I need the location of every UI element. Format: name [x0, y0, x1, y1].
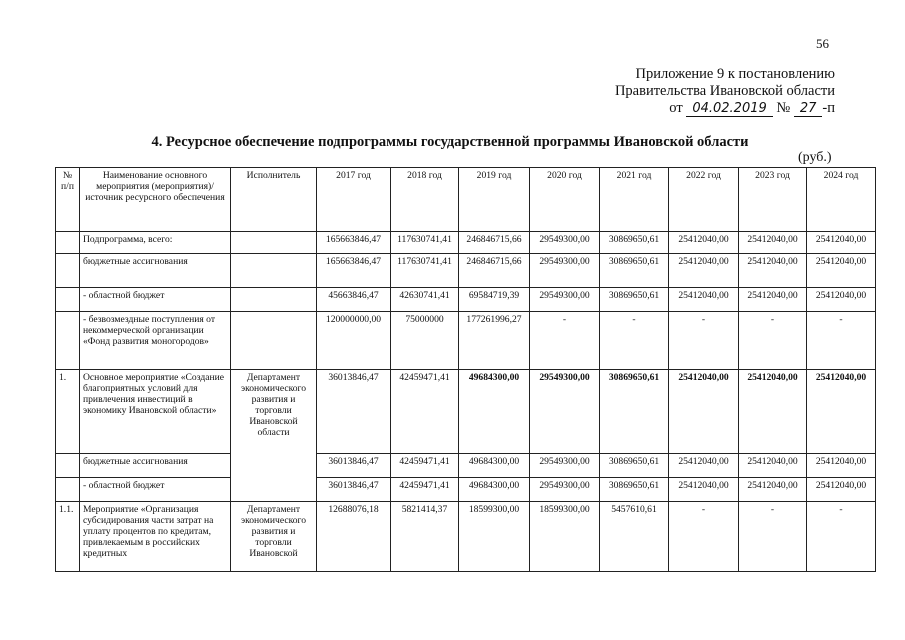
value-2020: 29549300,00	[530, 288, 600, 312]
header-2020: 2020 год	[530, 168, 600, 232]
row-executor	[231, 288, 317, 312]
row-executor: Департамент экономического развития и торговли Ивановской	[231, 502, 317, 572]
value-2022: 25412040,00	[669, 454, 739, 478]
value-2017: 165663846,47	[317, 254, 391, 288]
table-row	[56, 312, 876, 370]
value-2017: 45663846,47	[317, 288, 391, 312]
value-2023: -	[739, 502, 807, 572]
value-2023: 25412040,00	[739, 232, 807, 254]
row-executor: Департамент экономического развития и торговли Ивановской области	[231, 370, 317, 502]
value-2021: 5457610,61	[600, 502, 669, 572]
value-2021: 30869650,61	[600, 370, 669, 454]
row-num	[56, 232, 80, 254]
value-2022: 25412040,00	[669, 370, 739, 454]
header-2019: 2019 год	[459, 168, 530, 232]
value-2020: 18599300,00	[530, 502, 600, 572]
value-2019: 49684300,00	[459, 454, 530, 478]
row-executor	[231, 232, 317, 254]
value-2021: 30869650,61	[600, 478, 669, 502]
header-name: Наименование основного мероприятия (мероприятия)/источник ресурсного обеспечения	[80, 168, 231, 232]
row-name: Подпрограмма, всего:	[80, 232, 231, 254]
row-num: 1.1.	[56, 502, 80, 572]
appendix-line-3	[669, 100, 835, 117]
value-2018: 117630741,41	[391, 254, 459, 288]
value-2020: 29549300,00	[530, 370, 600, 454]
value-2018: 117630741,41	[391, 232, 459, 254]
appendix-suffix: -п	[822, 100, 835, 116]
value-2020: 29549300,00	[530, 478, 600, 502]
header-2018: 2018 год	[391, 168, 459, 232]
table-row	[56, 478, 876, 502]
value-2018: 42630741,41	[391, 288, 459, 312]
value-2020: 29549300,00	[530, 232, 600, 254]
header-2023: 2023 год	[739, 168, 807, 232]
appendix-block	[475, 66, 835, 117]
header-executor: Исполнитель	[231, 168, 317, 232]
resource-table-wrapper	[55, 167, 876, 572]
value-2024: 25412040,00	[807, 288, 876, 312]
value-2022: 25412040,00	[669, 478, 739, 502]
table-header-row	[56, 168, 876, 232]
value-2019: 246846715,66	[459, 232, 530, 254]
value-2023: 25412040,00	[739, 478, 807, 502]
value-2024: 25412040,00	[807, 478, 876, 502]
value-2018: 42459471,41	[391, 454, 459, 478]
value-2020: 29549300,00	[530, 254, 600, 288]
value-2021: 30869650,61	[600, 232, 669, 254]
row-name: - безвозмездные поступления от некоммерческой организации «Фонд развития моногородов»	[80, 312, 231, 370]
value-2017: 36013846,47	[317, 478, 391, 502]
row-name: - областной бюджет	[80, 288, 231, 312]
value-2022: 25412040,00	[669, 232, 739, 254]
table-row	[56, 370, 876, 454]
value-2021: 30869650,61	[600, 288, 669, 312]
row-name: Мероприятие «Организация субсидирования части затрат на уплату процентов по кредитам, привлекаемым в российских кредитных	[80, 502, 231, 572]
value-2021: 30869650,61	[600, 454, 669, 478]
value-2023: 25412040,00	[739, 254, 807, 288]
row-name: - областной бюджет	[80, 478, 231, 502]
appendix-number-label: №	[776, 100, 791, 116]
resource-table	[55, 167, 876, 572]
value-2018: 5821414,37	[391, 502, 459, 572]
row-num: 1.	[56, 370, 80, 454]
value-2017: 12688076,18	[317, 502, 391, 572]
appendix-line-2: Правительства Ивановской области	[614, 83, 835, 99]
row-executor	[231, 254, 317, 288]
table-row	[56, 502, 876, 572]
value-2024: -	[807, 312, 876, 370]
value-2022: 25412040,00	[669, 254, 739, 288]
value-2021: -	[600, 312, 669, 370]
value-2019: 49684300,00	[459, 370, 530, 454]
row-name: бюджетные ассигнования	[80, 454, 231, 478]
value-2024: 25412040,00	[807, 370, 876, 454]
value-2018: 42459471,41	[391, 370, 459, 454]
value-2019: 246846715,66	[459, 254, 530, 288]
value-2021: 30869650,61	[600, 254, 669, 288]
row-name: бюджетные ассигнования	[80, 254, 231, 288]
value-2023: 25412040,00	[739, 454, 807, 478]
header-num: № п/п	[56, 168, 80, 232]
row-num	[56, 478, 80, 502]
value-2023: 25412040,00	[739, 288, 807, 312]
appendix-line-1: Приложение 9 к постановлению	[635, 66, 835, 82]
table-row	[56, 454, 876, 478]
value-2017: 120000000,00	[317, 312, 391, 370]
value-2019: 177261996,27	[459, 312, 530, 370]
value-2024: -	[807, 502, 876, 572]
table-row	[56, 288, 876, 312]
header-2022: 2022 год	[669, 168, 739, 232]
value-2019: 18599300,00	[459, 502, 530, 572]
value-2017: 36013846,47	[317, 454, 391, 478]
value-2024: 25412040,00	[807, 232, 876, 254]
header-2024: 2024 год	[807, 168, 876, 232]
value-2017: 36013846,47	[317, 370, 391, 454]
header-2017: 2017 год	[317, 168, 391, 232]
value-2019: 69584719,39	[459, 288, 530, 312]
row-executor	[231, 312, 317, 370]
table-row	[56, 232, 876, 254]
row-num	[56, 454, 80, 478]
document-title: 4. Ресурсное обеспечение подпрограммы государственной программы Ивановской области	[151, 134, 749, 150]
value-2019: 49684300,00	[459, 478, 530, 502]
value-2023: 25412040,00	[739, 370, 807, 454]
value-2022: 25412040,00	[669, 288, 739, 312]
appendix-number: 27	[794, 101, 823, 117]
appendix-from-label: от	[669, 100, 683, 116]
page-number: 56	[816, 36, 829, 51]
value-2018: 42459471,41	[391, 478, 459, 502]
appendix-date: 04.02.2019	[686, 101, 772, 117]
value-2023: -	[739, 312, 807, 370]
row-name: Основное мероприятие «Создание благоприятных условий для привлечения инвестиций в экономику Ивановской области»	[80, 370, 231, 454]
header-2021: 2021 год	[600, 168, 669, 232]
value-2024: 25412040,00	[807, 254, 876, 288]
value-2024: 25412040,00	[807, 454, 876, 478]
value-2018: 75000000	[391, 312, 459, 370]
row-num	[56, 312, 80, 370]
row-num	[56, 254, 80, 288]
unit-label: (руб.)	[798, 150, 832, 165]
value-2017: 165663846,47	[317, 232, 391, 254]
value-2020: -	[530, 312, 600, 370]
row-num	[56, 288, 80, 312]
table-row	[56, 254, 876, 288]
value-2022: -	[669, 312, 739, 370]
value-2020: 29549300,00	[530, 454, 600, 478]
value-2022: -	[669, 502, 739, 572]
